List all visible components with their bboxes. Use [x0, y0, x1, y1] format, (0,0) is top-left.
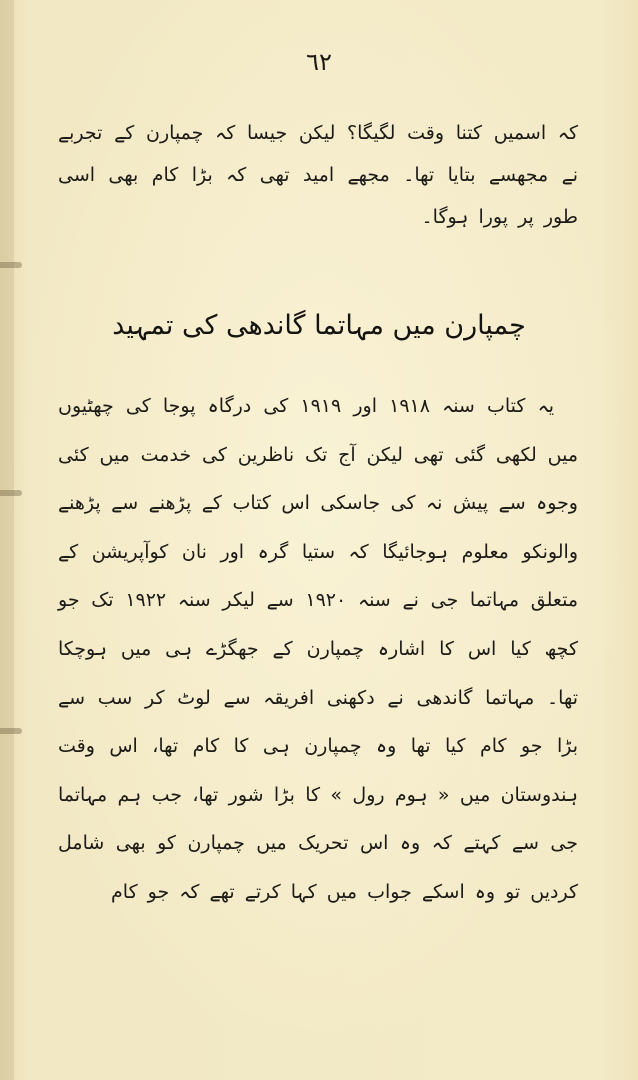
paper-edge-shadow — [0, 0, 14, 1080]
page-edge-notch — [0, 490, 22, 496]
paragraph-continued: کہ اسمیں کتنا وقت لگیگا؟ لیکن جیسا کہ چمپارن کے تجربے نے مجھسے بتایا تھا۔ مجھے امید تھی کہ بڑا کام بھی اسی طور پر پورا ہوگا۔ — [58, 122, 578, 228]
paragraph-main: یہ کتاب سنہ ۱۹۱۸ اور ۱۹۱۹ کی درگاہ پوجا کی چھٹیوں میں لکھی گئی تھی لیکن آج تک ناظرین کی خدمت میں کئی وجوہ سے پیش نہ کی جاسکی اس کتاب کے پڑھنے سے پڑھنے والونکو معلوم ہوجائیگا کہ ستیا گرہ اور نان کوآپریشن کے متعلق مہاتما جی نے سنہ ۱۹۲۰ سے لیکر سنہ ۱۹۲۲ تک جو کچھ کیا اس کا اشارہ چمپارن کے جھگڑے ہی میں ہوچکا تھا۔ مہاتما گاندھی نے دکھنی افریقہ سے لوٹ کر سب سے بڑا جو کام کیا تھا وہ چمپارن ہی کا کام تھا، اس وقت ہندوستان میں « ہوم رول » کا بڑا شور تھا، جب ہم مہاتما جی سے کہتے کہ وہ اس تحریک میں چمپارن کو بھی شامل کردیں تو وہ اسکے جواب میں کہا کرتے تھے کہ جو کام — [58, 395, 579, 903]
section-heading: چمپارن میں مہاتما گاندھی کی تمہید — [112, 310, 526, 341]
page-edge-notch — [0, 728, 22, 734]
page-edge-notch — [0, 262, 22, 268]
page-number: ٦٢ — [306, 48, 332, 76]
